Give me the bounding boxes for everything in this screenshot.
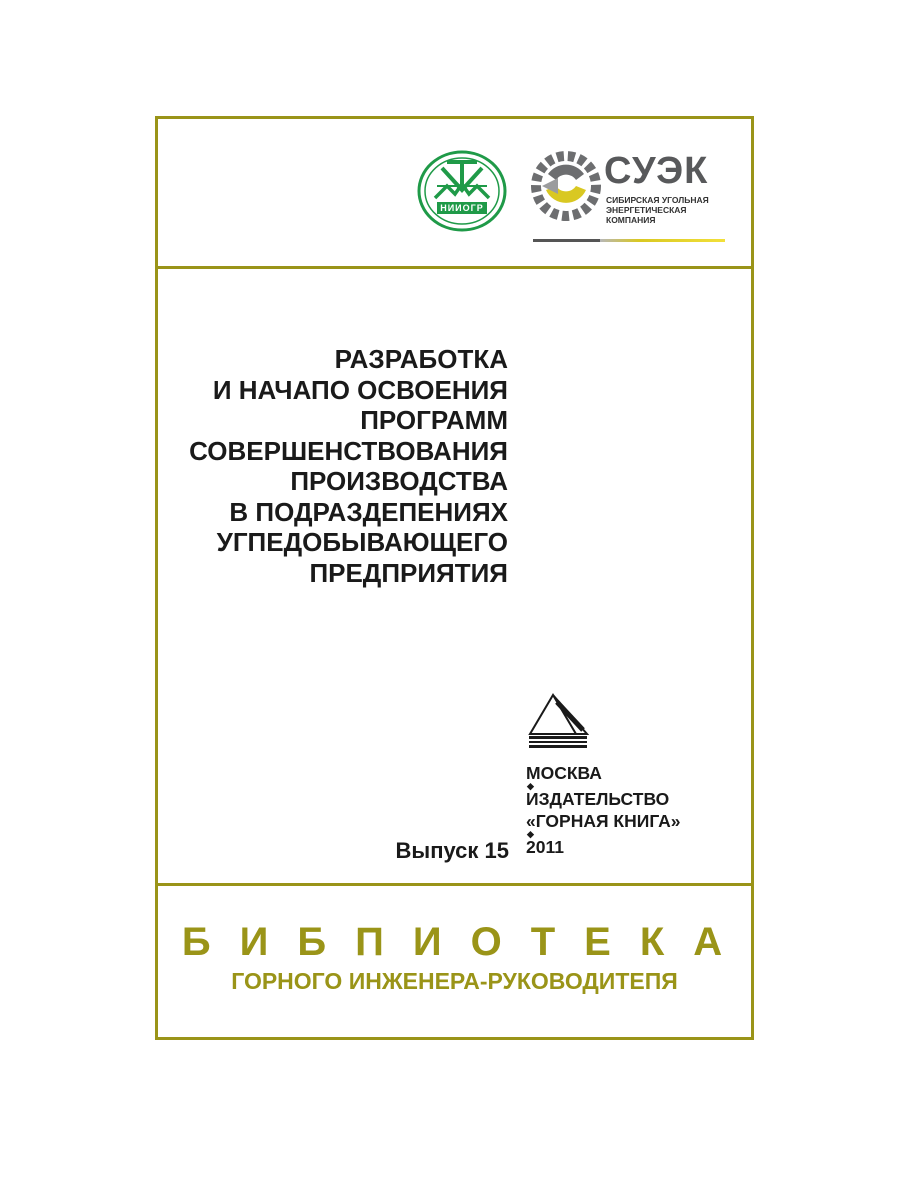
publisher-mountain-icon bbox=[527, 692, 589, 750]
publisher-city: МОСКВА bbox=[526, 763, 602, 783]
suek-subtitle-line-1: СИБИРСКАЯ УГОЛЬНАЯ bbox=[606, 195, 709, 205]
title-line: УГПЕДОБЫВАЮЩЕГО bbox=[216, 527, 508, 557]
title-line: В ПОДРАЗДЕПЕНИЯХ bbox=[229, 496, 508, 527]
suek-gear-icon bbox=[528, 148, 604, 224]
suek-subtitle-line-2: ЭНЕРГЕТИЧЕСКАЯ КОМПАНИЯ bbox=[606, 205, 687, 225]
title-line: ПРОИЗВОДСТВА bbox=[290, 466, 508, 496]
footer-divider bbox=[155, 883, 754, 886]
separator-diamond: ◆ bbox=[527, 829, 534, 839]
niiogr-logo-text: НИИОГР bbox=[440, 203, 484, 213]
series-title: БИБПИОТЕКА bbox=[181, 920, 752, 964]
publisher-year: 2011 bbox=[526, 837, 564, 857]
publisher-house-line-2: «ГОРНАЯ КНИГА» bbox=[526, 811, 681, 831]
suek-name: СУЭК bbox=[604, 150, 709, 192]
title-line: ПРЕДПРИЯТИЯ bbox=[309, 557, 508, 588]
series-subtitle: ГОРНОГО ИНЖЕНЕРА-РУКОВОДИТЕПЯ bbox=[231, 968, 678, 994]
header-divider bbox=[155, 266, 754, 269]
niiogr-logo-icon bbox=[417, 150, 507, 232]
suek-subtitle bbox=[606, 195, 736, 225]
title-line: ПРОГРАММ bbox=[360, 405, 508, 435]
publisher-block bbox=[526, 762, 681, 858]
issue-number: Выпуск 15 bbox=[395, 838, 509, 863]
title-line: И НАЧАПО ОСВОЕНИЯ bbox=[212, 374, 508, 405]
book-title bbox=[189, 344, 508, 588]
suek-underline bbox=[533, 239, 725, 242]
title-line: СОВЕРШЕНСТВОВАНИЯ bbox=[189, 435, 508, 466]
separator-diamond: ◆ bbox=[527, 781, 534, 791]
publisher-house-line-1: ИЗДАТЕЛЬСТВО bbox=[526, 789, 670, 809]
title-line: РАЗРАБОТКА bbox=[334, 344, 508, 374]
